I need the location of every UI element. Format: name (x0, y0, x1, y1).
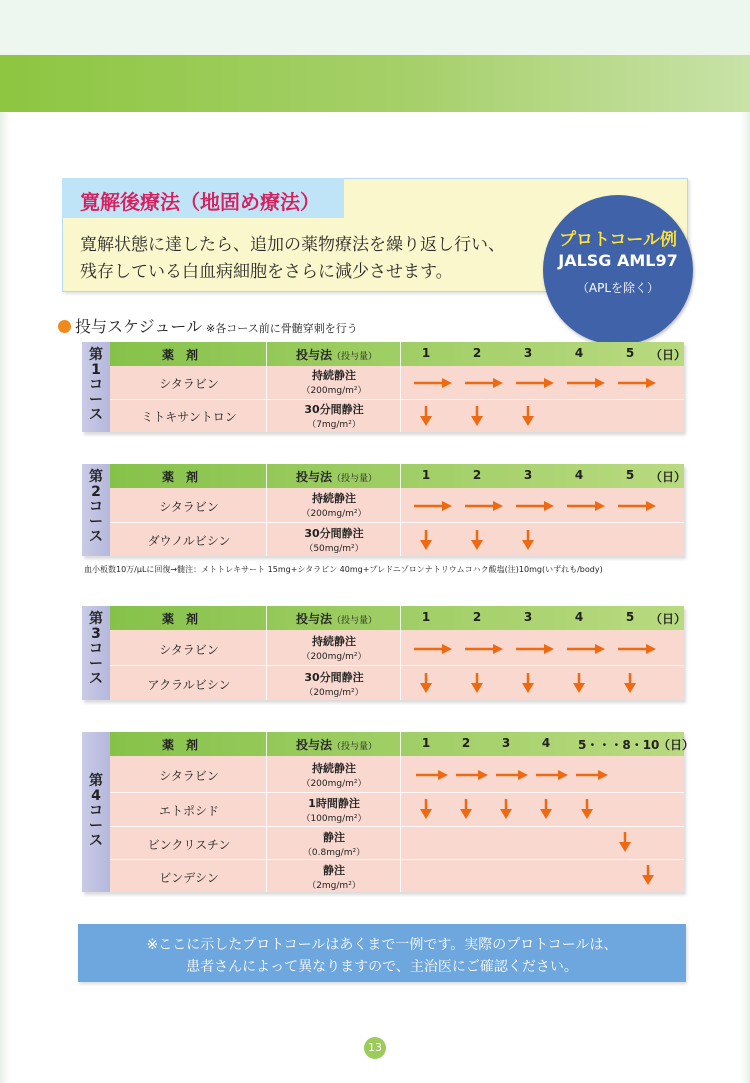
drug-name: ミトキサントロン (141, 410, 237, 424)
down-arrow-icon (471, 673, 483, 693)
drug-name: ビンクリスチン (147, 838, 231, 852)
course-label: 第3コース (89, 611, 103, 687)
drug-method: 30分間静注 （7mg/m²） (304, 403, 364, 430)
day-5-8-10: 5・・・8・10 (578, 738, 660, 752)
right-arrow-icon (414, 501, 452, 511)
down-arrow-icon (420, 799, 432, 819)
page-edge-left (0, 112, 10, 1083)
day-unit: （日） (658, 738, 695, 752)
disclaimer-box (78, 924, 686, 982)
down-arrow-icon (522, 406, 534, 426)
dosing-arrows (82, 606, 687, 700)
drug-name: ダウノルビシン (147, 534, 231, 548)
page-edge-right (740, 112, 750, 1083)
day-4: 4 (574, 468, 584, 482)
drug-method: 持続静注 （200mg/m²） (301, 492, 367, 519)
protocol-name: JALSG AML97 (558, 251, 678, 270)
right-arrow-icon (618, 644, 656, 654)
course-3-table (82, 606, 687, 700)
down-arrow-icon (420, 406, 432, 426)
right-arrow-icon (536, 770, 568, 780)
day-5: 5 (625, 468, 635, 482)
day-unit: （日） (650, 348, 687, 362)
dosing-arrows (82, 342, 687, 432)
right-arrow-icon (618, 501, 656, 511)
down-arrow-icon (500, 799, 512, 819)
protocol-note: （APLを除く） (576, 281, 660, 295)
intro-line-2: 残存している白血病細胞をさらに減少させます。 (80, 262, 453, 282)
course-label: 第1コース (89, 347, 103, 423)
right-arrow-icon (567, 378, 605, 388)
header-green-bar (0, 55, 750, 112)
header-drug: 薬 剤 (162, 470, 199, 484)
right-arrow-icon (567, 644, 605, 654)
header-drug: 薬 剤 (162, 738, 199, 752)
drug-method: 1時間静注 （100mg/m²） (301, 797, 367, 824)
day-2: 2 (472, 346, 482, 360)
down-arrow-icon (471, 530, 483, 550)
drug-name: シタラビン (159, 643, 219, 657)
day-5: 5 (625, 610, 635, 624)
header-drug: 薬 剤 (162, 612, 199, 626)
down-arrow-icon (420, 673, 432, 693)
schedule-subnote: ※各コース前に骨髄穿刺を行う (206, 322, 358, 335)
right-arrow-icon (618, 378, 656, 388)
drug-method: 持続静注 （200mg/m²） (301, 369, 367, 396)
day-3: 3 (523, 468, 533, 482)
down-arrow-icon (522, 530, 534, 550)
schedule-heading (58, 314, 358, 337)
intro-line-1: 寛解状態に達したら、追加の薬物療法を繰り返し行い、 (80, 235, 505, 255)
right-arrow-icon (414, 644, 452, 654)
day-3: 3 (523, 610, 533, 624)
drug-method: 静注 （0.8mg/m²） (302, 831, 366, 858)
day-4: 4 (574, 346, 584, 360)
day-2: 2 (472, 610, 482, 624)
drug-method: 静注 （2mg/m²） (307, 864, 361, 891)
right-arrow-icon (516, 501, 554, 511)
down-arrow-icon (573, 673, 585, 693)
drug-name: シタラビン (159, 769, 219, 783)
header-method: 投与法（投与量） (296, 470, 378, 484)
down-arrow-icon (420, 530, 432, 550)
right-arrow-icon (414, 378, 452, 388)
protocol-badge (543, 195, 693, 345)
protocol-label: プロトコール例 (559, 230, 677, 250)
course-label: 第2コース (89, 469, 103, 545)
day-unit: （日） (650, 612, 687, 626)
drug-name: エトポシド (158, 804, 219, 818)
day-4: 4 (574, 610, 584, 624)
schedule-heading-text: 投与スケジュール (75, 317, 203, 336)
disclaimer-line-1: ※ここに示したプロトコールはあくまで一例です。実際のプロトコールは、 (146, 937, 618, 953)
day-4: 4 (541, 736, 551, 750)
dosing-arrows (82, 732, 695, 892)
right-arrow-icon (465, 501, 503, 511)
right-arrow-icon (516, 644, 554, 654)
header-drug: 薬 剤 (162, 348, 199, 362)
day-3: 3 (501, 736, 511, 750)
drug-method: 持続静注 （200mg/m²） (301, 762, 367, 789)
day-5: 5 (625, 346, 635, 360)
page-number: 13 (364, 1037, 386, 1059)
header-method: 投与法（投与量） (296, 348, 378, 362)
right-arrow-icon (496, 770, 528, 780)
orange-bullet-icon (58, 320, 71, 333)
intro-title-bar (62, 178, 344, 218)
day-3: 3 (523, 346, 533, 360)
down-arrow-icon (522, 673, 534, 693)
course-1-table (82, 342, 687, 432)
drug-method: 30分間静注 （20mg/m²） (304, 671, 364, 698)
drug-method: 30分間静注 （50mg/m²） (304, 527, 364, 554)
header-method: 投与法（投与量） (296, 738, 378, 752)
day-1: 1 (421, 468, 431, 482)
down-arrow-icon (624, 673, 636, 693)
right-arrow-icon (416, 770, 448, 780)
right-arrow-icon (465, 644, 503, 654)
right-arrow-icon (567, 501, 605, 511)
drug-name: アクラルビシン (147, 678, 231, 692)
day-1: 1 (421, 610, 431, 624)
drug-name: ビンデシン (159, 871, 219, 885)
day-2: 2 (472, 468, 482, 482)
down-arrow-icon (642, 865, 654, 885)
course-label: 第4コース (89, 773, 103, 849)
day-unit: （日） (650, 470, 687, 484)
down-arrow-icon (581, 799, 593, 819)
course-4-table (82, 732, 695, 892)
course-2-table (82, 464, 687, 556)
day-2: 2 (461, 736, 471, 750)
right-arrow-icon (516, 378, 554, 388)
right-arrow-icon (456, 770, 488, 780)
drug-method: 持続静注 （200mg/m²） (301, 635, 367, 662)
disclaimer-line-2: 患者さんによって異なりますので、主治医にご確認ください。 (186, 959, 578, 975)
intro-body (80, 232, 505, 286)
day-1: 1 (421, 736, 431, 750)
header-method: 投与法（投与量） (296, 612, 378, 626)
down-arrow-icon (540, 799, 552, 819)
right-arrow-icon (576, 770, 608, 780)
dosing-arrows (82, 464, 687, 556)
day-1: 1 (421, 346, 431, 360)
intro-title: 寛解後療法（地固め療法） (80, 190, 320, 214)
right-arrow-icon (465, 378, 503, 388)
down-arrow-icon (619, 832, 631, 852)
down-arrow-icon (471, 406, 483, 426)
drug-name: シタラビン (159, 500, 219, 514)
down-arrow-icon (460, 799, 472, 819)
drug-name: シタラビン (159, 377, 219, 391)
course-2-note: 血小板数10万/μLに回復→髄注：メトトレキサート 15mg+シタラビン 40mg+プレドニゾロンナトリウムコハク酸塩(注)10mg(いずれも/body) (84, 565, 603, 574)
